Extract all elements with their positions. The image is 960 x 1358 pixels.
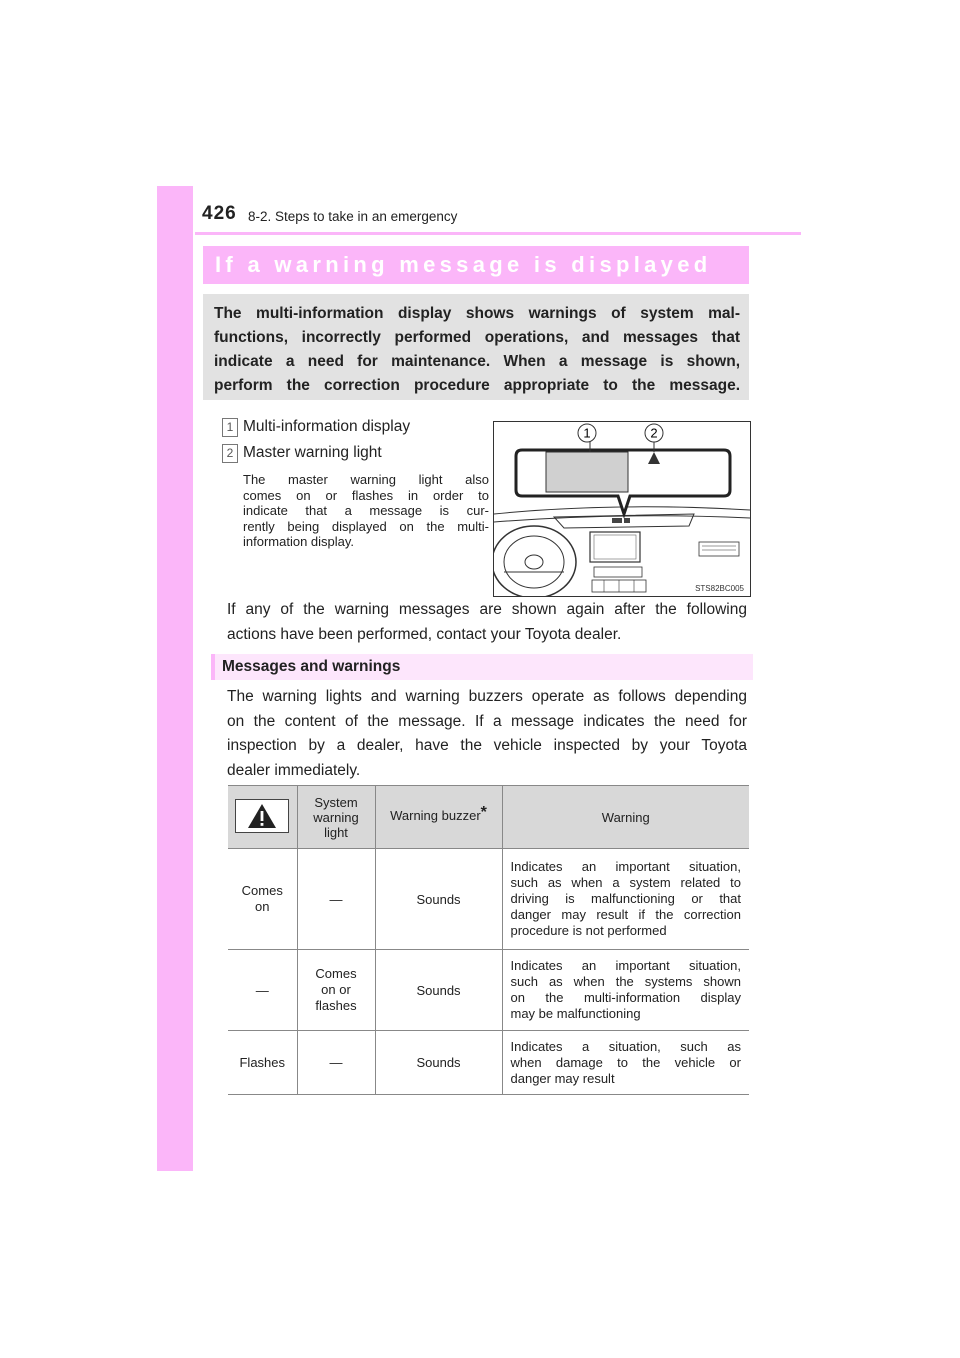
cell-line: Indicates an important situation, [510,958,741,973]
intro-line: The multi-information display shows warnings of system mal- [214,305,740,322]
note-line: indicate that a message is cur- [243,503,489,518]
callout-number-2: 2 [650,425,658,441]
table-row [228,849,749,950]
cell-line: procedure is not performed [510,923,667,938]
cell-line: on [255,899,270,914]
master-warning-triangle-icon [235,799,289,833]
table-header-row [228,786,749,849]
para-line: inspection by a dealer, have the vehicle inspected by your Toyota [227,737,747,754]
subheading-text: Messages and warnings [222,658,401,675]
header-master-warning [228,786,297,849]
cell-line: danger may result [510,1070,615,1086]
cell-line: — [255,982,269,998]
para-line: dealer immediately. [227,761,361,779]
header-line: System [314,794,358,810]
cell-line: on the multi-information display [510,990,741,1005]
item-label-master-light: Master warning light [243,444,382,461]
header-warning: Warning [502,786,749,849]
paragraph-dealer [227,598,747,647]
cell-line: Flashes [239,1055,286,1070]
dashboard-figure [493,421,751,597]
cell-line: such as when a system related to [510,875,741,890]
header-system-light [297,786,375,849]
cell-line: Comes [241,883,283,898]
cell-buzzer: Sounds [375,1031,502,1095]
item-label-display: Multi-information display [243,418,411,435]
cell-line: on or [321,982,351,997]
header-line: light [324,824,348,840]
cell-line: when damage to the vehicle or [510,1054,741,1070]
para-line: If any of the warning messages are shown again after the following [227,601,747,618]
table-row [228,1031,749,1095]
note-line: comes on or flashes in order to [243,487,489,503]
note-line: The master warning light also [243,472,489,487]
header-buzzer-label: Warning buzzer [390,808,481,823]
cell-line: may be malfunctioning [510,1006,641,1021]
cell-master [228,1031,297,1095]
intro-text [214,302,740,398]
cell-system [297,950,375,1031]
cell-line: flashes [315,998,357,1013]
intro-line: functions, incorrectly performed operations, and messages that [214,329,740,346]
cell-line: Indicates a situation, such as [510,1038,741,1054]
header-rule [195,232,801,235]
cell-line: danger may result if the correction [510,907,741,922]
note-line: rently being displayed on the multi- [243,518,489,534]
section-title: 8-2. Steps to take in an emergency [248,209,458,224]
para-line: The warning lights and warning buzzers operate as follows depending [227,688,747,705]
intro-line: perform the correction procedure appropriate to the message. [214,377,740,394]
paragraph-warnings [227,685,747,783]
cell-master [228,950,297,1031]
cell-line: such as when the systems shown [510,974,741,989]
cell-line: driving is malfunctioning or that [510,891,741,906]
cell-buzzer: Sounds [375,950,502,1031]
cell-line: Indicates an important situation, [510,859,741,874]
note-line: information display. [243,534,355,549]
figure-code: STS82BC005 [695,584,744,593]
cell-warning [502,1031,749,1095]
cell-line: Comes [315,966,357,981]
cell-buzzer: Sounds [375,849,502,950]
callout-number-1: 1 [583,425,591,441]
cell-system: — [297,1031,375,1095]
chapter-side-tab [157,186,193,1171]
para-line: on the content of the message. If a message indicates the need for [227,712,747,730]
page-number: 426 [202,203,237,224]
table-row [228,950,749,1031]
cell-warning [502,950,749,1031]
header-buzzer [375,786,502,849]
cell-system: — [297,849,375,950]
intro-line: indicate a need for maintenance. When a message is shown, [214,353,740,370]
warnings-table [228,785,749,1095]
footnote-mark: * [480,804,487,821]
cell-master [228,849,297,950]
item-number-badge: 2 [222,444,238,463]
header-line: warning [313,809,359,825]
para-line: actions have been performed, contact your Toyota dealer. [227,625,622,643]
cell-warning [502,849,749,950]
item-number-badge: 1 [222,418,238,437]
dashboard-illustration [494,422,750,596]
page-title: If a warning message is displayed [215,252,712,277]
master-light-note [243,472,489,550]
